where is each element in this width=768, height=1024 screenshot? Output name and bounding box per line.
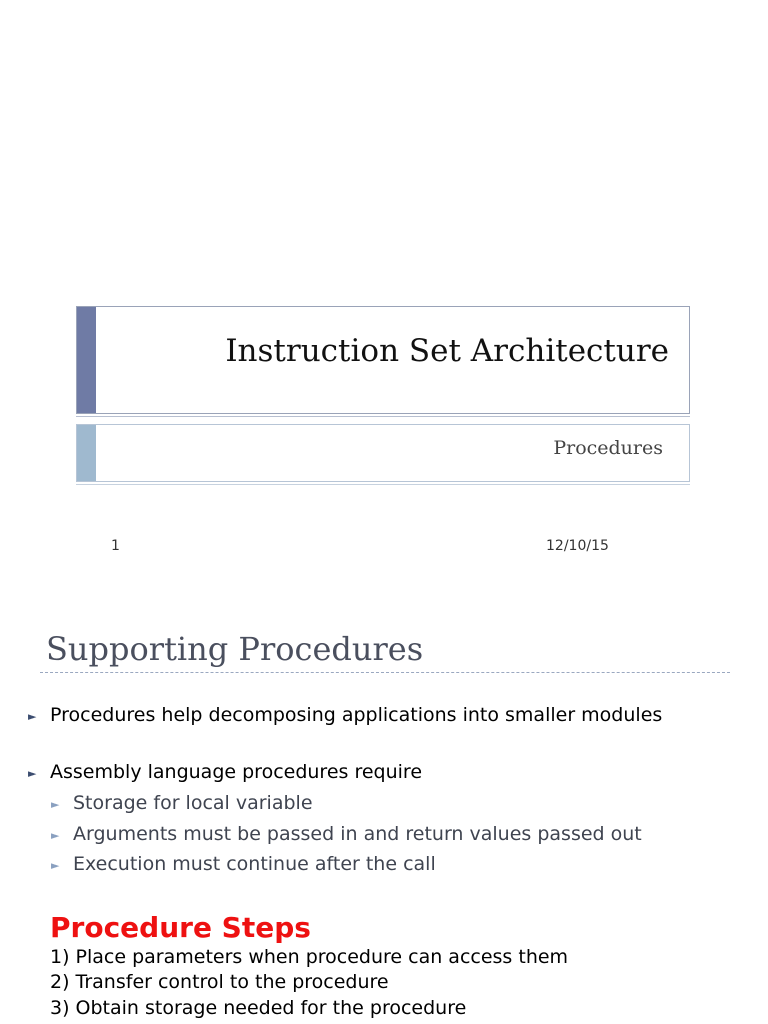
bullet-item xyxy=(28,760,690,785)
bullet-arrow-icon: ► xyxy=(28,710,37,723)
section-title: Supporting Procedures xyxy=(46,630,424,668)
title-box xyxy=(76,306,690,414)
slide-title: Instruction Set Architecture xyxy=(225,333,669,369)
slide-subtitle: Procedures xyxy=(553,437,663,459)
step-item: 1) Place parameters when procedure can access them xyxy=(50,946,569,968)
bullet-arrow-icon: ► xyxy=(28,767,37,780)
step-item: 2) Transfer control to the procedure xyxy=(50,971,389,993)
sub-bullet-item xyxy=(51,822,733,847)
sub-bullet-item xyxy=(51,791,713,816)
sub-bullet-arrow-icon: ► xyxy=(51,798,60,811)
bullet-text: Assembly language procedures require xyxy=(50,761,423,783)
bullet-item xyxy=(28,703,690,728)
slide-date: 12/10/15 xyxy=(546,538,609,554)
sub-bullet-arrow-icon: ► xyxy=(51,859,60,872)
title-divider xyxy=(40,672,730,673)
sub-bullet-arrow-icon: ► xyxy=(51,829,60,842)
title-accent-bar xyxy=(77,307,96,413)
slide-number: 1 xyxy=(111,538,120,554)
bullet-text: Procedures help decomposing applications into smaller modules xyxy=(50,704,663,726)
sub-bullet-text: Execution must continue after the call xyxy=(73,853,436,875)
subtitle-box xyxy=(76,424,690,482)
steps-heading: Procedure Steps xyxy=(50,911,311,944)
subtitle-accent-bar xyxy=(77,425,96,481)
sub-bullet-text: Storage for local variable xyxy=(73,792,313,814)
sub-bullet-item xyxy=(51,852,713,877)
step-item: 3) Obtain storage needed for the procedure xyxy=(50,997,467,1019)
sub-bullet-text: Arguments must be passed in and return values passed out xyxy=(73,823,642,845)
